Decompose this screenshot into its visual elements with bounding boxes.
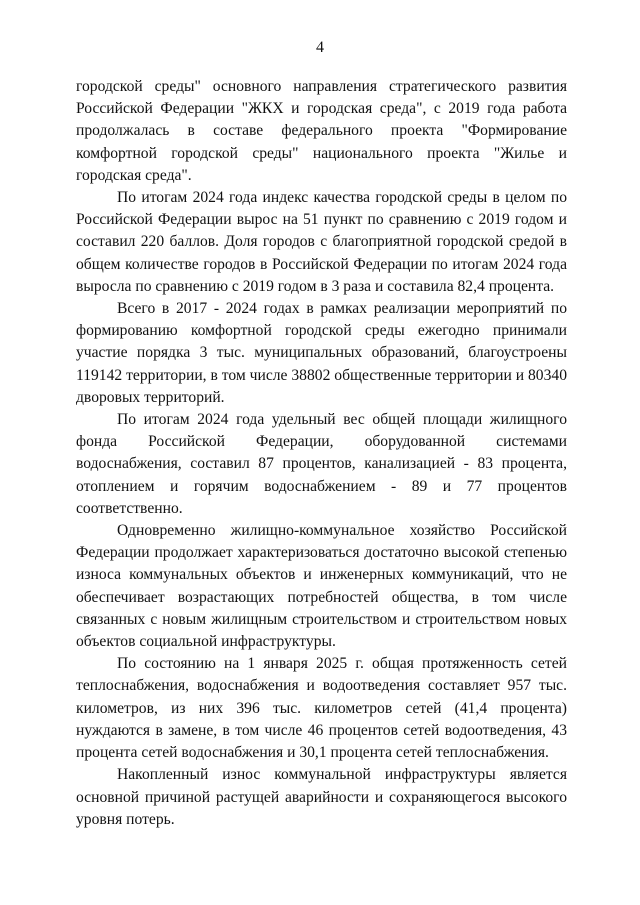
paragraph-infrastructure-wear: Одновременно жилищно-коммунальное хозяйство Российской Федерации продолжает характеризоваться достаточно высокой степенью износа коммунальных объектов и инженерных коммуникаций, что не обеспечивает возрастающих потребностей общества, в том числе связанных с новым жилищным строительством и строительством новых объектов социальной инфраструктуры. — [76, 522, 567, 651]
paragraph-urban-index: По итогам 2024 года индекс качества городской среды в целом по Российской Федерации вырос на 51 пункт по сравнению с 2019 годом и составил 220 баллов. Доля городов с благоприятной городской средой в общем количестве городов в Российской Федерации по итогам 2024 года выросла по сравнению с 2019 годом в 3 раза и составила 82,4 процента. — [76, 189, 567, 295]
paragraph-network-length: По состоянию на 1 января 2025 г. общая протяженность сетей теплоснабжения, водоснабжения и водоотведения составляет 957 тыс. километров, из них 396 тыс. километров сетей (41,4 процента) нуждаются в замене, в том числе 46 процентов сетей водоотведения, 43 процента сетей водоснабжения и 30,1 процента сетей теплоснабжения. — [76, 655, 567, 762]
paragraph-improvement-totals: Всего в 2017 - 2024 годах в рамках реализации мероприятий по формированию комфортной городской среды ежегодно принимали участие порядка 3 тыс. муниципальных образований, благоустроены 119142 территории, в том числе 38802 общественные территории и 80340 дворовых территорий. — [76, 300, 567, 406]
document-body — [76, 76, 567, 831]
paragraph-continuation: городской среды" основного направления стратегического развития Российской Федерации "ЖКХ и городская среда", с 2019 года работа продолжалась в составе федерального проекта "Формирование комфортной городской среды" национального проекта "Жилье и городская среда". — [76, 78, 567, 184]
page-number: 4 — [316, 39, 324, 56]
paragraph-accident-cause: Накопленный износ коммунальной инфраструктуры является основной причиной растущей аварийности и сохраняющегося высокого уровня потерь. — [76, 766, 567, 828]
paragraph-housing-utilities: По итогам 2024 года удельный вес общей площади жилищного фонда Российской Федерации, оборудованной системами водоснабжения, составил 87 процентов, канализацией - 83 процента, отоплением и горячим водоснабжением - 89 и 77 процентов соответственно. — [76, 411, 567, 517]
